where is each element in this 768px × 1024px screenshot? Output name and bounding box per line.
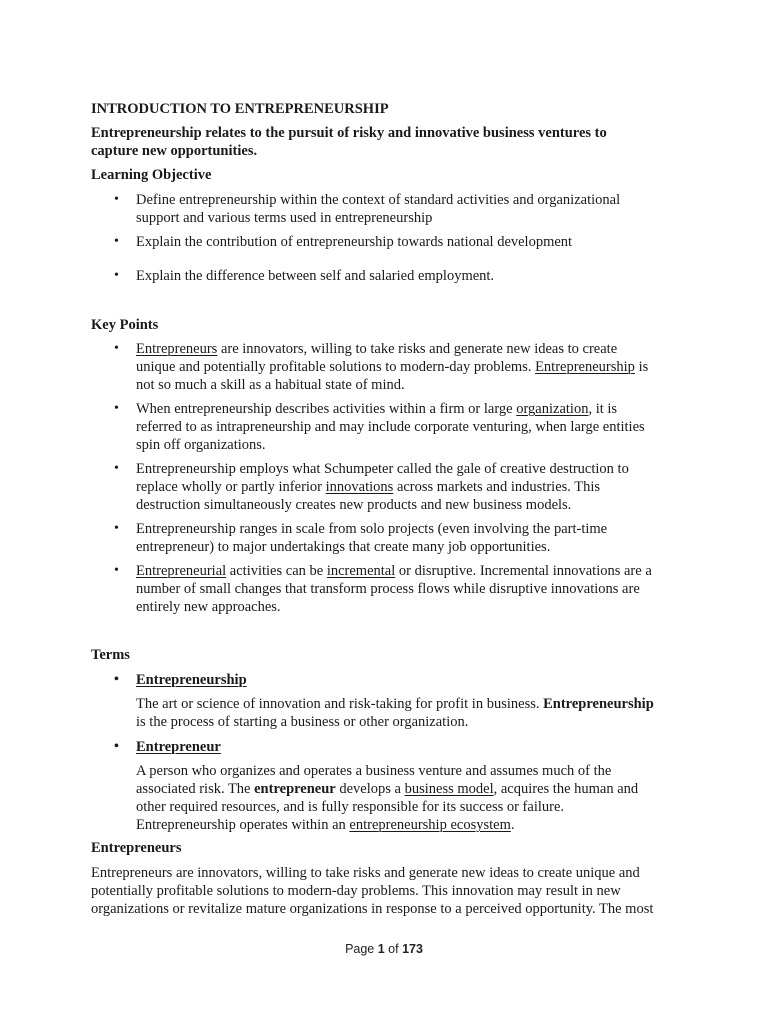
terms-heading: Terms xyxy=(91,647,130,663)
entrepreneurship-ecosystem-link[interactable]: entrepreneurship ecosystem xyxy=(349,817,511,833)
objective-line: Explain the contribution of entrepreneurship towards national development xyxy=(136,234,573,250)
objective-line: Define entrepreneurship within the context of standard activities and organizational xyxy=(136,192,621,208)
key-point-line: spin off organizations. xyxy=(136,437,266,453)
business-model-link[interactable]: business model xyxy=(404,781,494,797)
term-entrepreneurship xyxy=(136,671,247,689)
key-point-line: Entrepreneurial activities can be incremental or disruptive. Incremental innovations are a xyxy=(136,563,652,579)
key-point-line: entirely new approaches. xyxy=(136,599,281,615)
objective-line: support and various terms used in entrepreneurship xyxy=(136,210,433,226)
key-point-line: number of small changes that transform process flows while disruptive innovations are xyxy=(136,581,640,597)
bullet: • xyxy=(114,461,119,476)
key-point-line: Entrepreneurship employs what Schumpeter called the gale of creative destruction to xyxy=(136,461,629,477)
intro-line: capture new opportunities. xyxy=(91,143,258,159)
bullet: • xyxy=(114,192,119,207)
incremental-link[interactable]: incremental xyxy=(326,563,396,579)
bullet: • xyxy=(114,521,119,536)
entrepreneurs-link[interactable]: Entrepreneurs xyxy=(136,341,218,357)
key-point-line: Entrepreneurs are innovators, willing to take risks and generate new ideas to create xyxy=(136,341,618,357)
bullet: • xyxy=(114,341,119,356)
key-point-line: destruction simultaneously creates new products and new business models. xyxy=(136,497,572,513)
term-definition-line: is the process of starting a business or other organization. xyxy=(136,714,469,730)
term-definition-line: A person who organizes and operates a business venture and assumes much of the xyxy=(136,763,612,779)
bullet: • xyxy=(114,401,119,416)
key-point-line: entrepreneur) to major undertakings that create many job opportunities. xyxy=(136,539,551,555)
term-definition-line: Entrepreneurship operates within an entrepreneurship ecosystem. xyxy=(136,817,515,833)
organization-link[interactable]: organization xyxy=(516,401,589,417)
key-point-line: replace wholly or partly inferior innovations across markets and industries. This xyxy=(136,479,601,495)
bullet: • xyxy=(114,234,119,249)
term-entrepreneur-link[interactable]: Entrepreneur xyxy=(136,739,221,755)
objective-line: Explain the difference between self and salaried employment. xyxy=(136,268,495,284)
term-definition-line: The art or science of innovation and risk-taking for profit in business. Entrepreneurship xyxy=(136,696,654,712)
term-definition-line: other required resources, and is fully responsible for its success or failure. xyxy=(136,799,565,815)
page-title: INTRODUCTION TO ENTREPRENEURSHIP xyxy=(91,101,389,117)
entrepreneurs-heading: Entrepreneurs xyxy=(91,840,182,856)
entrepreneurial-link[interactable]: Entrepreneurial xyxy=(136,563,227,579)
body-line: Entrepreneurs are innovators, willing to take risks and generate new ideas to create unique and xyxy=(91,865,640,881)
bullet: • xyxy=(114,672,119,687)
key-points-heading: Key Points xyxy=(91,317,159,333)
bullet: • xyxy=(114,563,119,578)
entrepreneurship-link[interactable]: Entrepreneurship xyxy=(535,359,635,375)
intro-line: Entrepreneurship relates to the pursuit of risky and innovative business ventures to xyxy=(91,125,607,141)
page-number: 1 xyxy=(377,942,385,956)
key-point-line: unique and potentially profitable solutions to modern-day problems. Entrepreneurship is xyxy=(136,359,649,375)
page-footer: Page 1 of 173 xyxy=(345,942,423,956)
learning-objective-heading: Learning Objective xyxy=(91,167,212,183)
body-line: potentially profitable solutions to modern-day problems. This innovation may result in new xyxy=(91,883,621,899)
term-definition-line: associated risk. The entrepreneur develops a business model, acquires the human and xyxy=(136,781,639,797)
body-line: organizations or revitalize mature organizations in response to a perceived opportunity. The most xyxy=(91,901,654,917)
term-entrepreneurship-link[interactable]: Entrepreneurship xyxy=(136,672,247,688)
bullet: • xyxy=(114,268,119,283)
term-entrepreneur xyxy=(136,738,221,756)
key-point-line: referred to as intrapreneurship and may include corporate venturing, when large entities xyxy=(136,419,645,435)
page-total: 173 xyxy=(402,942,423,956)
innovations-link[interactable]: innovations xyxy=(325,479,394,495)
bullet: • xyxy=(114,739,119,754)
key-point-line: When entrepreneurship describes activities within a firm or large organization, it is xyxy=(136,401,618,417)
key-point-line: not so much a skill as a habitual state of mind. xyxy=(136,377,405,393)
key-point-line: Entrepreneurship ranges in scale from solo projects (even involving the part-time xyxy=(136,521,608,537)
